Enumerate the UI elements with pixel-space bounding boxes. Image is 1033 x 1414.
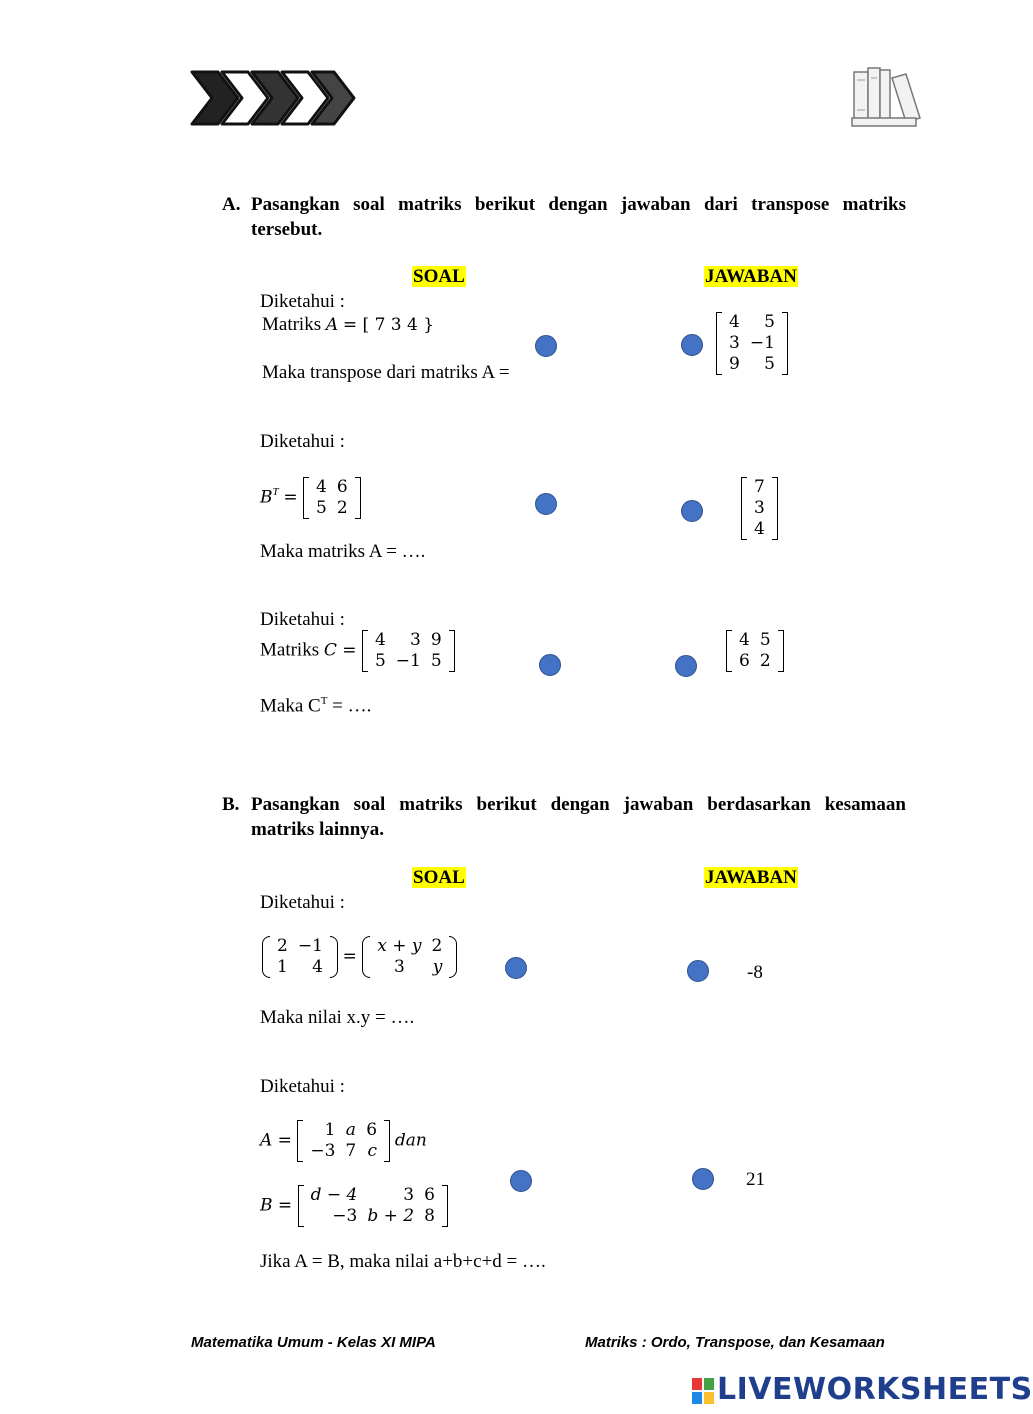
a-q1-given: Diketahui : (260, 291, 345, 312)
a-q1-ask: Maka transpose dari matriks A = (262, 362, 510, 383)
section-a-instruction (222, 192, 906, 242)
soal-header-a: SOAL (413, 266, 465, 287)
a-ans3-match-dot[interactable] (675, 655, 697, 677)
b-q2-given: Diketahui : (260, 1076, 345, 1097)
section-b-instruction (222, 792, 906, 842)
soal-header-b: SOAL (413, 867, 465, 888)
b-q1-ask: Maka nilai x.y = …. (260, 1007, 415, 1028)
b-ans1-match-dot[interactable] (687, 960, 709, 982)
a-q2-given: Diketahui : (260, 431, 345, 452)
b-q1-given: Diketahui : (260, 892, 345, 913)
a-q2-ask: Maka matriks A = …. (260, 541, 426, 562)
b-ans2-match-dot[interactable] (692, 1168, 714, 1190)
b-ans1-value: -8 (747, 962, 763, 983)
liveworksheets-brand[interactable]: LIVEWORKSHEETS (717, 1372, 1033, 1407)
b-q2-matrix-a: A = 1 a 6 −3 7 c dan (260, 1120, 427, 1161)
footer-right: Matriks : Ordo, Transpose, dan Kesamaan (585, 1334, 885, 1351)
a-q2-matrix: $B^T$ = 4 6 5 2 (260, 477, 361, 519)
a-q2-match-dot[interactable] (535, 493, 557, 515)
a-q3-matrix: Matriks C = 4 3 9 5 −1 5 (260, 630, 455, 672)
jawaban-header-a: JAWABAN (705, 266, 797, 287)
a-ans1-match-dot[interactable] (681, 334, 703, 356)
jawaban-header-b: JAWABAN (705, 867, 797, 888)
a-q3-ask: Maka $C^T$ = …. (260, 695, 372, 717)
chevron-arrows-icon (190, 68, 358, 128)
liveworksheets-logo-icon (692, 1378, 714, 1409)
a-q3-match-dot[interactable] (539, 654, 561, 676)
b-q2-ask: Jika A = B, maka nilai a+b+c+d = …. (260, 1251, 546, 1272)
footer-left: Matematika Umum - Kelas XI MIPA (191, 1334, 436, 1351)
b-q2-match-dot[interactable] (510, 1170, 532, 1192)
b-q1-equation: 2 −1 1 4 = x + y 2 3 y (262, 936, 457, 978)
section-b-text: Pasangkan soal matriks berikut dengan jawaban berdasarkan kesamaan matriks lainnya. (251, 794, 906, 840)
a-q1-match-dot[interactable] (535, 335, 557, 357)
a-ans3-matrix: 4 5 6 2 (726, 630, 784, 672)
b-q1-match-dot[interactable] (505, 957, 527, 979)
a-q1-matrix: Matriks A = [ 7 3 4 } (262, 314, 435, 335)
a-ans2-match-dot[interactable] (681, 500, 703, 522)
a-ans2-matrix: 7 3 4 (741, 477, 778, 540)
section-a-label: A. (222, 194, 241, 215)
section-b-label: B. (222, 794, 240, 815)
a-ans1-matrix: 4 5 3 −1 9 5 (716, 312, 788, 375)
b-q2-matrix-b: B = d − 4 3 6 −3 b + 2 8 (260, 1185, 448, 1227)
b-ans2-value: 21 (746, 1169, 765, 1190)
books-icon (848, 66, 932, 128)
a-q3-given: Diketahui : (260, 609, 345, 630)
section-a-text: Pasangkan soal matriks berikut dengan jawaban dari transpose matriks tersebut. (251, 194, 906, 240)
